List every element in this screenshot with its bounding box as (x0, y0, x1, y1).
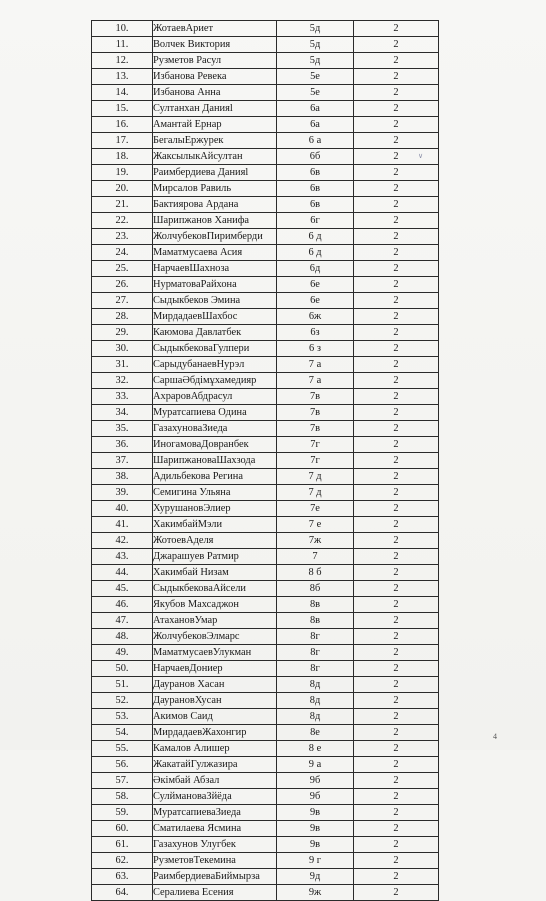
grade-cell: 2 (354, 69, 439, 85)
table-row (92, 581, 439, 597)
student-name-cell: МирдадаевЖахонгир (153, 725, 277, 741)
class-cell: 6в (277, 197, 354, 213)
student-name-cell: ЖолчубековПиримберди (153, 229, 277, 245)
student-name-cell: СаршаӘбдімұхамедияр (153, 373, 277, 389)
grade-cell: 2 (354, 309, 439, 325)
row-number-cell: 14. (92, 85, 153, 101)
class-cell: 7 а (277, 357, 354, 373)
row-number-cell: 56. (92, 757, 153, 773)
class-cell: 7г (277, 437, 354, 453)
row-number-cell: 58. (92, 789, 153, 805)
row-number-cell: 60. (92, 821, 153, 837)
grade-cell: 2 (354, 757, 439, 773)
row-number-cell: 39. (92, 485, 153, 501)
class-cell: 8б (277, 581, 354, 597)
class-cell: 7е (277, 501, 354, 517)
row-number-cell: 38. (92, 469, 153, 485)
row-number-cell: 45. (92, 581, 153, 597)
row-number-cell: 22. (92, 213, 153, 229)
class-cell: 7в (277, 405, 354, 421)
grade-cell: 2 (354, 869, 439, 885)
student-name-cell: ЖаксылыкАйсултан (153, 149, 277, 165)
grade-cell: 2 (354, 645, 439, 661)
class-cell: 7 а (277, 373, 354, 389)
class-cell: 8в (277, 597, 354, 613)
table-row (92, 149, 439, 165)
grade-cell: 2 (354, 773, 439, 789)
student-name-cell: Сматилаева Ясмина (153, 821, 277, 837)
class-cell: 9д (277, 869, 354, 885)
class-cell: 7 д (277, 469, 354, 485)
table-row (92, 741, 439, 757)
table-row (92, 341, 439, 357)
grade-cell: 2 (354, 613, 439, 629)
student-name-cell: РаимбердиеваБиймырза (153, 869, 277, 885)
table-row (92, 725, 439, 741)
class-cell: 9 г (277, 853, 354, 869)
table-row (92, 629, 439, 645)
table-row (92, 853, 439, 869)
grade-cell: 2 (354, 597, 439, 613)
row-number-cell: 32. (92, 373, 153, 389)
class-cell: 5д (277, 53, 354, 69)
table-row (92, 757, 439, 773)
grade-cell: 2 (354, 549, 439, 565)
student-name-cell: Бактиярова Ардана (153, 197, 277, 213)
table-row (92, 597, 439, 613)
class-cell: 9б (277, 773, 354, 789)
table-row (92, 533, 439, 549)
grade-cell: 2 (354, 453, 439, 469)
student-name-cell: Сералиева Есения (153, 885, 277, 901)
table-row (92, 69, 439, 85)
table-row (92, 37, 439, 53)
student-name-cell: Адильбекова Регина (153, 469, 277, 485)
student-name-cell: МирдадаевШахбос (153, 309, 277, 325)
table-row (92, 565, 439, 581)
row-number-cell: 11. (92, 37, 153, 53)
table-row (92, 373, 439, 389)
table-row (92, 21, 439, 37)
table-row (92, 805, 439, 821)
row-number-cell: 34. (92, 405, 153, 421)
student-name-cell: Муратсапиева Одина (153, 405, 277, 421)
class-cell: 6е (277, 277, 354, 293)
grade-cell: 2 (354, 341, 439, 357)
student-name-cell: Сыдыкбеков Эмина (153, 293, 277, 309)
class-cell: 8д (277, 677, 354, 693)
table-row (92, 613, 439, 629)
row-number-cell: 59. (92, 805, 153, 821)
row-number-cell: 48. (92, 629, 153, 645)
table-row (92, 485, 439, 501)
class-cell: 7в (277, 389, 354, 405)
student-name-cell: ХакимбайМэли (153, 517, 277, 533)
row-number-cell: 17. (92, 133, 153, 149)
class-cell: 6 з (277, 341, 354, 357)
student-name-cell: ЖотаевАриет (153, 21, 277, 37)
class-cell: 5д (277, 21, 354, 37)
student-name-cell: Дауранов Хасан (153, 677, 277, 693)
row-number-cell: 33. (92, 389, 153, 405)
student-name-cell: Джарашуев Ратмир (153, 549, 277, 565)
grade-cell: 2 (354, 213, 439, 229)
grade-cell: 2 (354, 837, 439, 853)
class-cell: 5е (277, 85, 354, 101)
grade-cell: 2 (354, 277, 439, 293)
student-name-cell: Хакимбай Низам (153, 565, 277, 581)
row-number-cell: 37. (92, 453, 153, 469)
grade-cell: 2 (354, 325, 439, 341)
class-cell: 6в (277, 181, 354, 197)
student-name-cell: ГазахуноваЗиеда (153, 421, 277, 437)
row-number-cell: 51. (92, 677, 153, 693)
class-cell: 8в (277, 613, 354, 629)
table-row (92, 133, 439, 149)
student-name-cell: ДаурановХусан (153, 693, 277, 709)
student-name-cell: Раимбердиева Данияl (153, 165, 277, 181)
row-number-cell: 47. (92, 613, 153, 629)
table-row (92, 661, 439, 677)
student-name-cell: ИногамоваДовранбек (153, 437, 277, 453)
table-row (92, 437, 439, 453)
row-number-cell: 64. (92, 885, 153, 901)
student-name-cell: ЖотоевАделя (153, 533, 277, 549)
grade-cell: 2 (354, 373, 439, 389)
student-name-cell: НарчаевШахноза (153, 261, 277, 277)
row-number-cell: 29. (92, 325, 153, 341)
row-number-cell: 52. (92, 693, 153, 709)
row-number-cell: 43. (92, 549, 153, 565)
grade-cell: 2 (354, 629, 439, 645)
grade-cell: 2 (354, 85, 439, 101)
grade-cell: 2 (354, 421, 439, 437)
row-number-cell: 50. (92, 661, 153, 677)
student-name-cell: Шарипжанов Ханифа (153, 213, 277, 229)
grade-cell: 2 (354, 661, 439, 677)
student-name-cell: Рузметов Расул (153, 53, 277, 69)
class-cell: 6а (277, 117, 354, 133)
grade-cell: 2 (354, 805, 439, 821)
student-name-cell: МуратсапиеваЗиеда (153, 805, 277, 821)
grade-cell: 2 (354, 885, 439, 901)
table-row (92, 229, 439, 245)
grade-cell: 2 (354, 533, 439, 549)
student-name-cell: Султанхан Данияl (153, 101, 277, 117)
student-name-cell: МаматмусаевУлукман (153, 645, 277, 661)
class-cell: 6г (277, 213, 354, 229)
row-number-cell: 27. (92, 293, 153, 309)
table-row (92, 85, 439, 101)
student-name-cell: ШарипжановаШахзода (153, 453, 277, 469)
student-name-cell: АтахановУмар (153, 613, 277, 629)
table-row (92, 261, 439, 277)
roster-body (92, 21, 439, 901)
row-number-cell: 30. (92, 341, 153, 357)
row-number-cell: 40. (92, 501, 153, 517)
table-row (92, 773, 439, 789)
grade-cell: 2 (354, 21, 439, 37)
student-name-cell: ЖакатайГулжазира (153, 757, 277, 773)
row-number-cell: 35. (92, 421, 153, 437)
grade-cell: 2 (354, 229, 439, 245)
row-number-cell: 18. (92, 149, 153, 165)
student-name-cell: СулймановаЗйёда (153, 789, 277, 805)
grade-cell: 2 (354, 389, 439, 405)
row-number-cell: 28. (92, 309, 153, 325)
class-cell: 5д (277, 37, 354, 53)
class-cell: 6з (277, 325, 354, 341)
class-cell: 9в (277, 837, 354, 853)
student-name-cell: АхраровАбдрасул (153, 389, 277, 405)
row-number-cell: 46. (92, 597, 153, 613)
row-number-cell: 62. (92, 853, 153, 869)
table-row (92, 325, 439, 341)
student-name-cell: Маматмусаева Асия (153, 245, 277, 261)
student-name-cell: ХурушановЭлиер (153, 501, 277, 517)
grade-cell: 2 (354, 117, 439, 133)
row-number-cell: 24. (92, 245, 153, 261)
table-row (92, 277, 439, 293)
class-cell: 8г (277, 629, 354, 645)
row-number-cell: 36. (92, 437, 153, 453)
grade-cell: 2 (354, 821, 439, 837)
grade-cell: 2 (354, 405, 439, 421)
student-name-cell: Избанова Ревека (153, 69, 277, 85)
class-cell: 6е (277, 293, 354, 309)
table-row (92, 693, 439, 709)
student-name-cell: Газахунов Улугбек (153, 837, 277, 853)
table-row (92, 421, 439, 437)
grade-cell: 2 (354, 133, 439, 149)
student-name-cell: Камалов Алишер (153, 741, 277, 757)
page-number: 4 (493, 732, 497, 741)
grade-cell: 2 (354, 677, 439, 693)
student-name-cell: Семигина Ульяна (153, 485, 277, 501)
student-name-cell: ЖолчубековЭлмарс (153, 629, 277, 645)
row-number-cell: 55. (92, 741, 153, 757)
class-cell: 6в (277, 165, 354, 181)
table-row (92, 389, 439, 405)
class-cell: 9 а (277, 757, 354, 773)
grade-cell: 2 (354, 245, 439, 261)
table-row (92, 53, 439, 69)
table-row (92, 677, 439, 693)
table-row (92, 869, 439, 885)
grade-cell: 2 (354, 197, 439, 213)
grade-cell: 2 (354, 741, 439, 757)
table-row (92, 293, 439, 309)
table-row (92, 357, 439, 373)
table-row (92, 837, 439, 853)
row-number-cell: 31. (92, 357, 153, 373)
student-name-cell: Әкімбай Абзал (153, 773, 277, 789)
row-number-cell: 21. (92, 197, 153, 213)
table-row (92, 453, 439, 469)
class-cell: 6 а (277, 133, 354, 149)
table-row (92, 885, 439, 901)
row-number-cell: 53. (92, 709, 153, 725)
table-row (92, 709, 439, 725)
grade-cell: 2 (354, 53, 439, 69)
class-cell: 9ж (277, 885, 354, 901)
row-number-cell: 10. (92, 21, 153, 37)
student-name-cell: Мирсалов Равиль (153, 181, 277, 197)
row-number-cell: 49. (92, 645, 153, 661)
class-cell: 9в (277, 805, 354, 821)
grade-cell: 2 (354, 437, 439, 453)
table-row (92, 549, 439, 565)
student-name-cell: Якубов Махсаджон (153, 597, 277, 613)
table-row (92, 101, 439, 117)
grade-cell: 2 (354, 517, 439, 533)
grade-cell: 2 (354, 469, 439, 485)
class-cell: 7г (277, 453, 354, 469)
row-number-cell: 23. (92, 229, 153, 245)
student-name-cell: СарыдубанаевНурэл (153, 357, 277, 373)
table-row (92, 405, 439, 421)
row-number-cell: 25. (92, 261, 153, 277)
table-row (92, 821, 439, 837)
class-cell: 6б (277, 149, 354, 165)
grade-cell: 2 (354, 101, 439, 117)
grade-cell: 2 (354, 709, 439, 725)
row-number-cell: 15. (92, 101, 153, 117)
row-number-cell: 57. (92, 773, 153, 789)
table-row (92, 469, 439, 485)
grade-cell: 2 (354, 565, 439, 581)
student-name-cell: Каюмова Давлатбек (153, 325, 277, 341)
class-cell: 6 д (277, 245, 354, 261)
row-number-cell: 26. (92, 277, 153, 293)
table-row (92, 645, 439, 661)
row-number-cell: 44. (92, 565, 153, 581)
grade-cell: 2 (354, 485, 439, 501)
student-name-cell: СыдыкбековаАйсели (153, 581, 277, 597)
table-row (92, 165, 439, 181)
student-name-cell: НурматоваРайхона (153, 277, 277, 293)
table-row (92, 245, 439, 261)
row-number-cell: 61. (92, 837, 153, 853)
grade-cell: 2 (354, 693, 439, 709)
student-name-cell: БегалыЕржурек (153, 133, 277, 149)
row-number-cell: 42. (92, 533, 153, 549)
table-row (92, 197, 439, 213)
row-number-cell: 41. (92, 517, 153, 533)
class-cell: 8 б (277, 565, 354, 581)
row-number-cell: 13. (92, 69, 153, 85)
grade-cell: 2 (354, 293, 439, 309)
grade-cell: 2 (354, 789, 439, 805)
class-cell: 8г (277, 645, 354, 661)
grade-cell: 2 (354, 181, 439, 197)
class-cell: 7 е (277, 517, 354, 533)
table-row (92, 309, 439, 325)
class-cell: 9в (277, 821, 354, 837)
grade-cell: 2 (354, 853, 439, 869)
row-number-cell: 20. (92, 181, 153, 197)
class-cell: 8е (277, 725, 354, 741)
class-cell: 6д (277, 261, 354, 277)
class-cell: 6ж (277, 309, 354, 325)
class-cell: 8д (277, 693, 354, 709)
class-cell: 6а (277, 101, 354, 117)
grade-cell: 2 (354, 165, 439, 181)
student-roster-table (91, 20, 439, 901)
grade-cell: 2 (354, 725, 439, 741)
class-cell: 8д (277, 709, 354, 725)
row-number-cell: 19. (92, 165, 153, 181)
scan-mark: ∨ (418, 152, 424, 160)
class-cell: 7 д (277, 485, 354, 501)
class-cell: 8г (277, 661, 354, 677)
class-cell: 7 (277, 549, 354, 565)
table-row (92, 213, 439, 229)
student-name-cell: РузметовТекемина (153, 853, 277, 869)
table-row (92, 789, 439, 805)
class-cell: 7ж (277, 533, 354, 549)
row-number-cell: 16. (92, 117, 153, 133)
row-number-cell: 12. (92, 53, 153, 69)
class-cell: 8 е (277, 741, 354, 757)
grade-cell: 2 (354, 357, 439, 373)
student-name-cell: Акимов Саид (153, 709, 277, 725)
class-cell: 6 д (277, 229, 354, 245)
table-row (92, 517, 439, 533)
student-name-cell: Избанова Анна (153, 85, 277, 101)
student-name-cell: Амантай Ернар (153, 117, 277, 133)
row-number-cell: 54. (92, 725, 153, 741)
grade-cell: 2 (354, 261, 439, 277)
table-row (92, 181, 439, 197)
class-cell: 9б (277, 789, 354, 805)
grade-cell: 2 (354, 37, 439, 53)
table-row (92, 117, 439, 133)
class-cell: 5е (277, 69, 354, 85)
student-name-cell: Волчек Виктория (153, 37, 277, 53)
student-name-cell: СыдыкбековаГулпери (153, 341, 277, 357)
grade-cell: 2 (354, 501, 439, 517)
student-name-cell: НарчаевДониер (153, 661, 277, 677)
grade-cell: 2 (354, 149, 439, 165)
table-row (92, 501, 439, 517)
grade-cell: 2 (354, 581, 439, 597)
class-cell: 7в (277, 421, 354, 437)
row-number-cell: 63. (92, 869, 153, 885)
